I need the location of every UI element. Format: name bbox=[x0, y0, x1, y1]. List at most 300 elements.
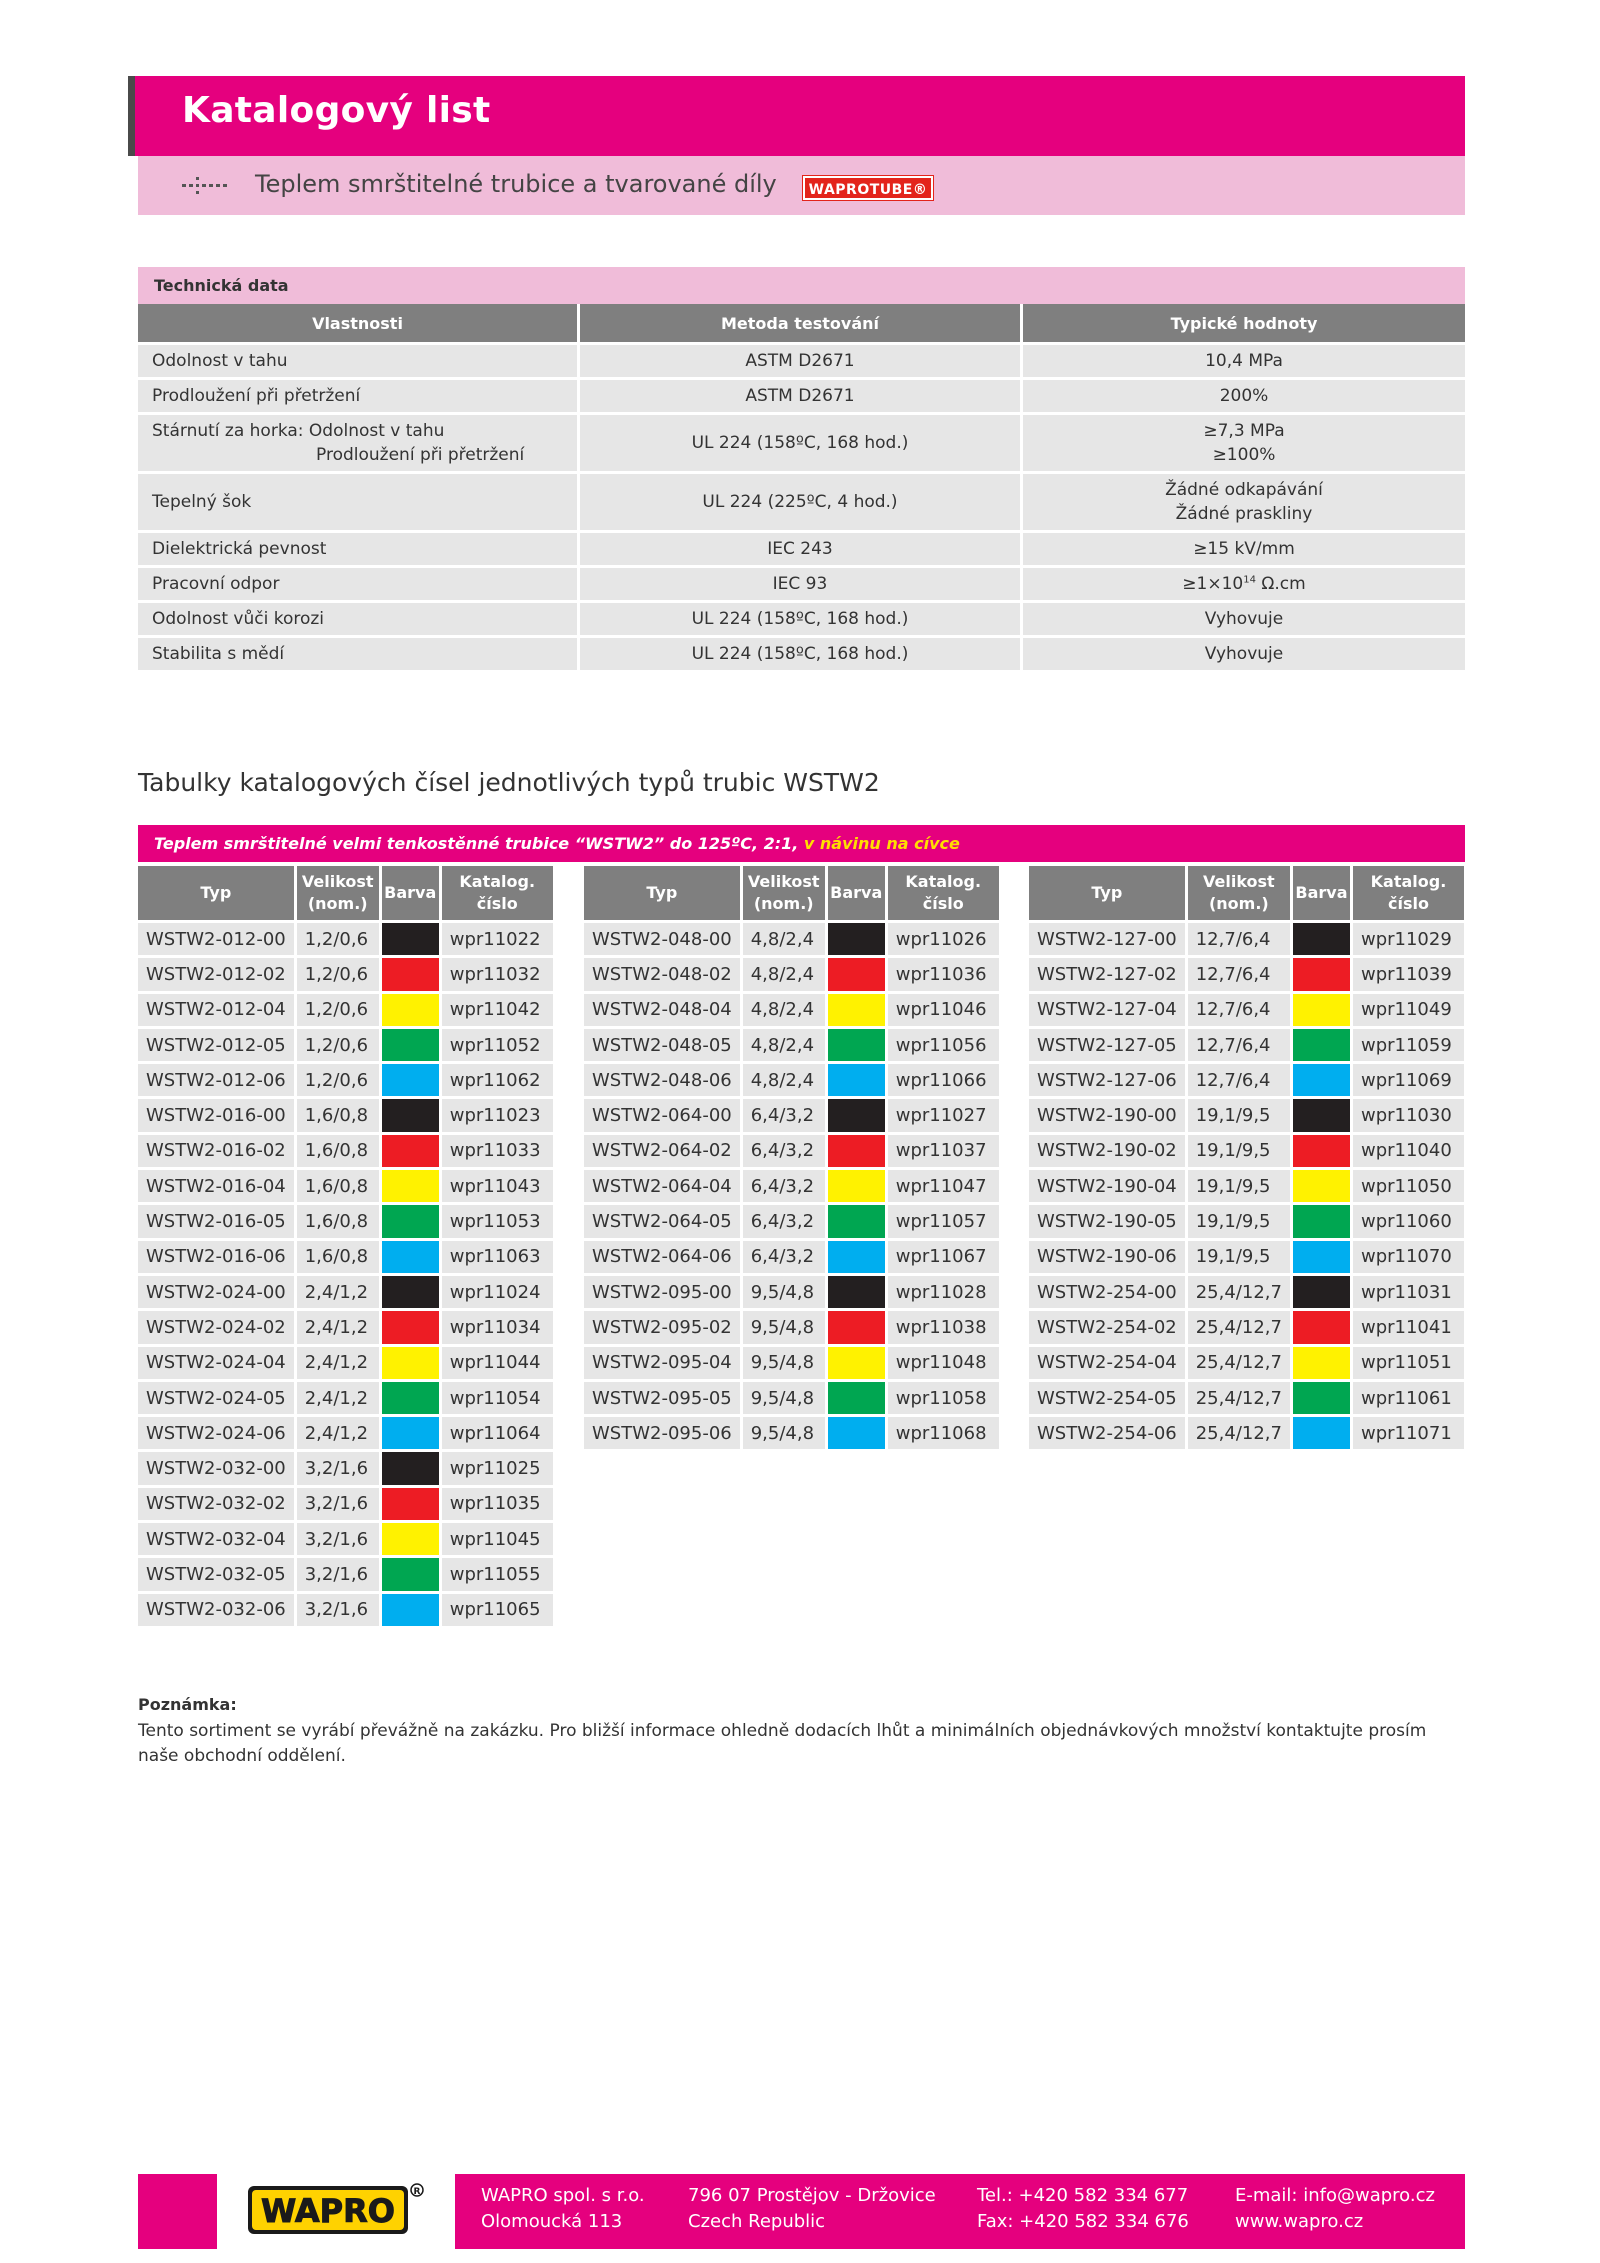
type-cell: WSTW2-048-02 bbox=[584, 955, 743, 990]
table-row bbox=[584, 1061, 999, 1096]
table-row bbox=[584, 920, 999, 955]
color-swatch bbox=[382, 1238, 442, 1273]
type-cell: WSTW2-016-06 bbox=[138, 1238, 297, 1273]
catalog-number-cell: wpr11060 bbox=[1353, 1202, 1464, 1237]
size-cell: 9,5/4,8 bbox=[743, 1379, 828, 1414]
size-cell: 9,5/4,8 bbox=[743, 1273, 828, 1308]
size-cell: 4,8/2,4 bbox=[743, 920, 828, 955]
color-swatch bbox=[382, 955, 442, 990]
color-swatch bbox=[1293, 991, 1353, 1026]
size-cell: 19,1/9,5 bbox=[1188, 1096, 1293, 1131]
catalog-number-cell: wpr11061 bbox=[1353, 1379, 1464, 1414]
table-row bbox=[138, 1096, 553, 1131]
method-cell: IEC 243 bbox=[580, 530, 1023, 565]
color-swatch bbox=[1293, 1202, 1353, 1237]
catalog-number-cell: wpr11036 bbox=[888, 955, 999, 990]
table-row bbox=[138, 991, 553, 1026]
catalog-number-cell: wpr11034 bbox=[442, 1308, 553, 1343]
property-cell: Dielektrická pevnost bbox=[138, 530, 580, 565]
color-swatch bbox=[382, 1202, 442, 1237]
method-cell: UL 224 (158ºC, 168 hod.) bbox=[580, 600, 1023, 635]
color-swatch bbox=[382, 1061, 442, 1096]
color-swatch bbox=[1293, 920, 1353, 955]
color-swatch bbox=[382, 1344, 442, 1379]
type-cell: WSTW2-095-00 bbox=[584, 1273, 743, 1308]
catalog-number-cell: wpr11052 bbox=[442, 1026, 553, 1061]
color-swatch bbox=[382, 1485, 442, 1520]
type-cell: WSTW2-048-04 bbox=[584, 991, 743, 1026]
type-cell: WSTW2-127-06 bbox=[1029, 1061, 1188, 1096]
type-cell: WSTW2-016-04 bbox=[138, 1167, 297, 1202]
table-row bbox=[138, 1344, 553, 1379]
table-row bbox=[584, 1096, 999, 1131]
table-row bbox=[1029, 1132, 1464, 1167]
type-cell: WSTW2-095-02 bbox=[584, 1308, 743, 1343]
catalog-number-cell: wpr11024 bbox=[442, 1273, 553, 1308]
type-cell: WSTW2-127-04 bbox=[1029, 991, 1188, 1026]
type-cell: WSTW2-064-06 bbox=[584, 1238, 743, 1273]
size-cell: 1,2/0,6 bbox=[297, 920, 382, 955]
table-row bbox=[138, 1555, 553, 1590]
type-cell: WSTW2-032-04 bbox=[138, 1520, 297, 1555]
table-row bbox=[1029, 991, 1464, 1026]
size-cell: 9,5/4,8 bbox=[743, 1308, 828, 1343]
catalog-number-cell: wpr11051 bbox=[1353, 1344, 1464, 1379]
color-swatch bbox=[1293, 1167, 1353, 1202]
size-cell: 4,8/2,4 bbox=[743, 1026, 828, 1061]
footer-street: Olomoucká 113 bbox=[481, 2211, 623, 2232]
size-cell: 2,4/1,2 bbox=[297, 1379, 382, 1414]
caption-highlight: v návinu na cívce bbox=[803, 834, 960, 853]
type-cell: WSTW2-095-04 bbox=[584, 1344, 743, 1379]
color-swatch bbox=[1293, 1026, 1353, 1061]
catalog-number-cell: wpr11037 bbox=[888, 1132, 999, 1167]
catalog-number-cell: wpr11058 bbox=[888, 1379, 999, 1414]
catalog-number-cell: wpr11043 bbox=[442, 1167, 553, 1202]
size-cell: 1,6/0,8 bbox=[297, 1096, 382, 1131]
table-row bbox=[138, 565, 1465, 600]
catalog-number-cell: wpr11048 bbox=[888, 1344, 999, 1379]
table-row bbox=[138, 1591, 553, 1626]
table-row bbox=[584, 1238, 999, 1273]
method-cell: ASTM D2671 bbox=[580, 377, 1023, 412]
value-cell: 10,4 MPa bbox=[1023, 342, 1465, 377]
column-header-typ: Typ bbox=[138, 866, 297, 920]
color-swatch bbox=[1293, 1379, 1353, 1414]
type-cell: WSTW2-064-00 bbox=[584, 1096, 743, 1131]
table-row bbox=[584, 991, 999, 1026]
size-cell: 2,4/1,2 bbox=[297, 1344, 382, 1379]
size-cell: 12,7/6,4 bbox=[1188, 1061, 1293, 1096]
type-cell: WSTW2-095-06 bbox=[584, 1414, 743, 1449]
size-cell: 2,4/1,2 bbox=[297, 1273, 382, 1308]
color-swatch bbox=[828, 1414, 888, 1449]
property-cell: Odolnost vůči korozi bbox=[138, 600, 580, 635]
catalog-number-cell: wpr11042 bbox=[442, 991, 553, 1026]
svg-text:R: R bbox=[413, 2187, 421, 2197]
type-cell: WSTW2-032-06 bbox=[138, 1591, 297, 1626]
logo-text: WAPRO bbox=[261, 2192, 395, 2230]
table-row bbox=[1029, 1308, 1464, 1343]
size-cell: 12,7/6,4 bbox=[1188, 1026, 1293, 1061]
table-row bbox=[138, 412, 1465, 471]
catalog-number-cell: wpr11046 bbox=[888, 991, 999, 1026]
size-cell: 25,4/12,7 bbox=[1188, 1308, 1293, 1343]
color-swatch bbox=[382, 920, 442, 955]
catalog-number-cell: wpr11028 bbox=[888, 1273, 999, 1308]
color-swatch bbox=[828, 1202, 888, 1237]
table-row bbox=[138, 1167, 553, 1202]
size-cell: 19,1/9,5 bbox=[1188, 1167, 1293, 1202]
catalog-number-cell: wpr11065 bbox=[442, 1591, 553, 1626]
catalog-number-cell: wpr11030 bbox=[1353, 1096, 1464, 1131]
color-swatch bbox=[382, 1273, 442, 1308]
color-swatch bbox=[382, 1591, 442, 1626]
type-cell: WSTW2-190-04 bbox=[1029, 1167, 1188, 1202]
table-row bbox=[1029, 1061, 1464, 1096]
type-cell: WSTW2-190-02 bbox=[1029, 1132, 1188, 1167]
catalog-number-cell: wpr11035 bbox=[442, 1485, 553, 1520]
header-accent bbox=[128, 76, 135, 156]
value-line: Žádné odkapávání bbox=[1165, 480, 1323, 500]
page-subtitle: Teplem smrštitelné trubice a tvarované díly bbox=[255, 170, 777, 198]
size-cell: 1,6/0,8 bbox=[297, 1167, 382, 1202]
catalog-number-cell: wpr11059 bbox=[1353, 1026, 1464, 1061]
size-cell: 1,2/0,6 bbox=[297, 991, 382, 1026]
color-swatch bbox=[828, 1273, 888, 1308]
type-cell: WSTW2-190-00 bbox=[1029, 1096, 1188, 1131]
color-swatch bbox=[828, 1308, 888, 1343]
catalog-table-1 bbox=[138, 866, 553, 1626]
catalog-number-cell: wpr11067 bbox=[888, 1238, 999, 1273]
type-cell: WSTW2-254-02 bbox=[1029, 1308, 1188, 1343]
value-cell bbox=[1023, 565, 1465, 600]
table-row bbox=[1029, 955, 1464, 990]
catalog-number-cell: wpr11071 bbox=[1353, 1414, 1464, 1449]
color-swatch bbox=[1293, 1344, 1353, 1379]
value-cell bbox=[1023, 471, 1465, 530]
type-cell: WSTW2-012-04 bbox=[138, 991, 297, 1026]
size-cell: 6,4/3,2 bbox=[743, 1167, 828, 1202]
size-cell: 19,1/9,5 bbox=[1188, 1132, 1293, 1167]
type-cell: WSTW2-024-04 bbox=[138, 1344, 297, 1379]
type-cell: WSTW2-048-00 bbox=[584, 920, 743, 955]
color-swatch bbox=[382, 1167, 442, 1202]
color-swatch bbox=[1293, 1132, 1353, 1167]
catalog-number-cell: wpr11066 bbox=[888, 1061, 999, 1096]
color-swatch bbox=[382, 1308, 442, 1343]
column-header-barva: Barva bbox=[1293, 866, 1353, 920]
size-cell: 12,7/6,4 bbox=[1188, 920, 1293, 955]
property-cell bbox=[138, 412, 580, 471]
catalog-number-cell: wpr11025 bbox=[442, 1449, 553, 1484]
type-cell: WSTW2-064-05 bbox=[584, 1202, 743, 1237]
footer-company: WAPRO spol. s r.o. bbox=[481, 2185, 645, 2206]
value-base: ≥1×10 bbox=[1182, 574, 1244, 594]
table-row bbox=[1029, 1414, 1464, 1449]
size-cell: 2,4/1,2 bbox=[297, 1414, 382, 1449]
table-row bbox=[138, 1273, 553, 1308]
color-swatch bbox=[382, 1414, 442, 1449]
color-swatch bbox=[382, 991, 442, 1026]
size-cell: 1,2/0,6 bbox=[297, 1061, 382, 1096]
catalog-number-cell: wpr11070 bbox=[1353, 1238, 1464, 1273]
type-cell: WSTW2-016-05 bbox=[138, 1202, 297, 1237]
type-cell: WSTW2-032-02 bbox=[138, 1485, 297, 1520]
catalog-number-cell: wpr11041 bbox=[1353, 1308, 1464, 1343]
type-cell: WSTW2-048-05 bbox=[584, 1026, 743, 1061]
size-cell: 6,4/3,2 bbox=[743, 1096, 828, 1131]
property-cell: Prodloužení při přetržení bbox=[138, 377, 580, 412]
value-line: Žádné praskliny bbox=[1175, 504, 1313, 524]
color-swatch bbox=[828, 991, 888, 1026]
table-row bbox=[138, 955, 553, 990]
catalog-number-cell: wpr11054 bbox=[442, 1379, 553, 1414]
color-swatch bbox=[828, 1167, 888, 1202]
color-swatch bbox=[382, 1026, 442, 1061]
tube-icon bbox=[182, 171, 232, 199]
type-cell: WSTW2-127-00 bbox=[1029, 920, 1188, 955]
type-cell: WSTW2-095-05 bbox=[584, 1379, 743, 1414]
column-header-katalog: Katalog. číslo bbox=[442, 866, 553, 920]
column-header-velikost: Velikost (nom.) bbox=[1188, 866, 1293, 920]
size-cell: 6,4/3,2 bbox=[743, 1202, 828, 1237]
footer-tel[interactable]: Tel.: +420 582 334 677 bbox=[977, 2185, 1189, 2206]
color-swatch bbox=[1293, 1096, 1353, 1131]
note-text: Tento sortiment se vyrábí převážně na zakázku. Pro bližší informace ohledně dodacích lhůt a minimálních objednávkových množství kontaktujte prosím naše obchodní oddělení. bbox=[138, 1721, 1427, 1766]
table-row bbox=[138, 1202, 553, 1237]
size-cell: 1,6/0,8 bbox=[297, 1132, 382, 1167]
value-cell: Vyhovuje bbox=[1023, 635, 1465, 670]
table-row bbox=[584, 955, 999, 990]
table-row bbox=[1029, 1167, 1464, 1202]
color-swatch bbox=[828, 1061, 888, 1096]
footer-email[interactable]: E-mail: info@wapro.cz bbox=[1235, 2185, 1435, 2206]
size-cell: 19,1/9,5 bbox=[1188, 1238, 1293, 1273]
caption-main: Teplem smrštitelné velmi tenkostěnné trubice “WSTW2” do 125ºC, 2:1, bbox=[154, 834, 804, 853]
table-row bbox=[138, 1414, 553, 1449]
catalog-number-cell: wpr11055 bbox=[442, 1555, 553, 1590]
catalog-number-cell: wpr11064 bbox=[442, 1414, 553, 1449]
catalog-number-cell: wpr11027 bbox=[888, 1096, 999, 1131]
property-cell: Stabilita s mědí bbox=[138, 635, 580, 670]
catalog-number-cell: wpr11049 bbox=[1353, 991, 1464, 1026]
table-row bbox=[1029, 1096, 1464, 1131]
size-cell: 1,2/0,6 bbox=[297, 955, 382, 990]
column-header: Vlastnosti bbox=[138, 304, 580, 342]
footer-country: Czech Republic bbox=[688, 2211, 826, 2232]
color-swatch bbox=[1293, 1238, 1353, 1273]
type-cell: WSTW2-190-06 bbox=[1029, 1238, 1188, 1273]
table-row bbox=[1029, 1379, 1464, 1414]
color-swatch bbox=[1293, 955, 1353, 990]
method-cell: UL 224 (225ºC, 4 hod.) bbox=[580, 471, 1023, 530]
footer-web bbox=[1235, 2183, 1435, 2235]
table-row bbox=[584, 1344, 999, 1379]
color-swatch bbox=[828, 920, 888, 955]
column-header-velikost: Velikost (nom.) bbox=[297, 866, 382, 920]
footer-website[interactable]: www.wapro.cz bbox=[1235, 2211, 1364, 2232]
page-title: Katalogový list bbox=[182, 90, 491, 131]
size-cell: 6,4/3,2 bbox=[743, 1238, 828, 1273]
type-cell: WSTW2-024-00 bbox=[138, 1273, 297, 1308]
catalog-table-2 bbox=[584, 866, 999, 1449]
catalog-table-3 bbox=[1029, 866, 1464, 1449]
size-cell: 3,2/1,6 bbox=[297, 1591, 382, 1626]
catalog-number-cell: wpr11045 bbox=[442, 1520, 553, 1555]
footer-accent bbox=[138, 2174, 217, 2249]
table-row bbox=[584, 1132, 999, 1167]
catalog-number-cell: wpr11056 bbox=[888, 1026, 999, 1061]
catalog-number-cell: wpr11040 bbox=[1353, 1132, 1464, 1167]
size-cell: 19,1/9,5 bbox=[1188, 1202, 1293, 1237]
catalog-number-cell: wpr11031 bbox=[1353, 1273, 1464, 1308]
property-cell: Odolnost v tahu bbox=[138, 342, 580, 377]
footer-city-line: 796 07 Prostějov - Držovice bbox=[688, 2185, 936, 2206]
catalog-number-cell: wpr11038 bbox=[888, 1308, 999, 1343]
size-cell: 3,2/1,6 bbox=[297, 1520, 382, 1555]
table-row bbox=[138, 600, 1465, 635]
type-cell: WSTW2-016-00 bbox=[138, 1096, 297, 1131]
size-cell: 4,8/2,4 bbox=[743, 955, 828, 990]
table-row bbox=[138, 342, 1465, 377]
size-cell: 25,4/12,7 bbox=[1188, 1414, 1293, 1449]
section-title: Tabulky katalogových čísel jednotlivých typů trubic WSTW2 bbox=[138, 768, 880, 797]
catalog-number-cell: wpr11063 bbox=[442, 1238, 553, 1273]
color-swatch bbox=[1293, 1308, 1353, 1343]
catalog-number-cell: wpr11068 bbox=[888, 1414, 999, 1449]
value-cell bbox=[1023, 412, 1465, 471]
type-cell: WSTW2-024-06 bbox=[138, 1414, 297, 1449]
column-header-katalog: Katalog. číslo bbox=[888, 866, 999, 920]
size-cell: 1,6/0,8 bbox=[297, 1238, 382, 1273]
column-header-barva: Barva bbox=[828, 866, 888, 920]
size-cell: 3,2/1,6 bbox=[297, 1449, 382, 1484]
size-cell: 4,8/2,4 bbox=[743, 1061, 828, 1096]
table-row bbox=[138, 1132, 553, 1167]
size-cell: 1,2/0,6 bbox=[297, 1026, 382, 1061]
catalog-number-cell: wpr11039 bbox=[1353, 955, 1464, 990]
wapro-logo bbox=[246, 2178, 426, 2244]
color-swatch bbox=[382, 1555, 442, 1590]
size-cell: 4,8/2,4 bbox=[743, 991, 828, 1026]
catalog-number-cell: wpr11044 bbox=[442, 1344, 553, 1379]
table-row bbox=[584, 1202, 999, 1237]
property-cell: Pracovní odpor bbox=[138, 565, 580, 600]
size-cell: 25,4/12,7 bbox=[1188, 1379, 1293, 1414]
footer-address bbox=[481, 2183, 645, 2235]
table-row bbox=[138, 920, 553, 955]
size-cell: 25,4/12,7 bbox=[1188, 1273, 1293, 1308]
table-row bbox=[138, 530, 1465, 565]
property-line: Stárnutí za horka: Odolnost v tahu bbox=[152, 421, 445, 441]
value-exponent: 14 bbox=[1243, 574, 1256, 586]
type-cell: WSTW2-016-02 bbox=[138, 1132, 297, 1167]
size-cell: 6,4/3,2 bbox=[743, 1132, 828, 1167]
color-swatch bbox=[828, 1379, 888, 1414]
catalog-number-cell: wpr11069 bbox=[1353, 1061, 1464, 1096]
color-swatch bbox=[382, 1096, 442, 1131]
catalog-number-cell: wpr11023 bbox=[442, 1096, 553, 1131]
type-cell: WSTW2-012-00 bbox=[138, 920, 297, 955]
type-cell: WSTW2-254-06 bbox=[1029, 1414, 1188, 1449]
size-cell: 2,4/1,2 bbox=[297, 1308, 382, 1343]
size-cell: 3,2/1,6 bbox=[297, 1555, 382, 1590]
size-cell: 1,6/0,8 bbox=[297, 1202, 382, 1237]
catalog-number-cell: wpr11022 bbox=[442, 920, 553, 955]
color-swatch bbox=[382, 1520, 442, 1555]
value-line: ≥100% bbox=[1212, 445, 1276, 465]
table-row bbox=[1029, 1238, 1464, 1273]
table-row bbox=[584, 1026, 999, 1061]
type-cell: WSTW2-064-02 bbox=[584, 1132, 743, 1167]
column-header-typ: Typ bbox=[584, 866, 743, 920]
property-line: Prodloužení při přetržení bbox=[316, 445, 525, 465]
catalog-number-cell: wpr11050 bbox=[1353, 1167, 1464, 1202]
color-swatch bbox=[828, 955, 888, 990]
catalog-number-cell: wpr11062 bbox=[442, 1061, 553, 1096]
tech-data-table bbox=[138, 304, 1465, 670]
column-header-typ: Typ bbox=[1029, 866, 1188, 920]
table-row bbox=[1029, 920, 1464, 955]
type-cell: WSTW2-012-02 bbox=[138, 955, 297, 990]
type-cell: WSTW2-032-00 bbox=[138, 1449, 297, 1484]
table-row bbox=[138, 1061, 553, 1096]
color-swatch bbox=[382, 1379, 442, 1414]
column-header-katalog: Katalog. číslo bbox=[1353, 866, 1464, 920]
size-cell: 9,5/4,8 bbox=[743, 1344, 828, 1379]
table-row bbox=[138, 1485, 553, 1520]
size-cell: 3,2/1,6 bbox=[297, 1485, 382, 1520]
type-cell: WSTW2-254-05 bbox=[1029, 1379, 1188, 1414]
footer-phones bbox=[977, 2183, 1189, 2235]
color-swatch bbox=[1293, 1273, 1353, 1308]
table-row bbox=[138, 1379, 553, 1414]
value-cell: Vyhovuje bbox=[1023, 600, 1465, 635]
column-header: Metoda testování bbox=[580, 304, 1023, 342]
method-cell: IEC 93 bbox=[580, 565, 1023, 600]
property-cell: Tepelný šok bbox=[138, 471, 580, 530]
wstw2-caption bbox=[138, 825, 1465, 862]
type-cell: WSTW2-024-05 bbox=[138, 1379, 297, 1414]
color-swatch bbox=[1293, 1061, 1353, 1096]
table-row bbox=[584, 1379, 999, 1414]
method-cell: UL 224 (158ºC, 168 hod.) bbox=[580, 635, 1023, 670]
table-row bbox=[138, 1449, 553, 1484]
method-cell: ASTM D2671 bbox=[580, 342, 1023, 377]
type-cell: WSTW2-012-06 bbox=[138, 1061, 297, 1096]
table-row bbox=[138, 1520, 553, 1555]
size-cell: 12,7/6,4 bbox=[1188, 991, 1293, 1026]
table-row bbox=[1029, 1202, 1464, 1237]
catalog-number-cell: wpr11032 bbox=[442, 955, 553, 990]
table-row bbox=[138, 1238, 553, 1273]
method-cell: UL 224 (158ºC, 168 hod.) bbox=[580, 412, 1023, 471]
type-cell: WSTW2-012-05 bbox=[138, 1026, 297, 1061]
table-row bbox=[584, 1414, 999, 1449]
type-cell: WSTW2-127-02 bbox=[1029, 955, 1188, 990]
value-cell: ≥15 kV/mm bbox=[1023, 530, 1465, 565]
type-cell: WSTW2-127-05 bbox=[1029, 1026, 1188, 1061]
type-cell: WSTW2-048-06 bbox=[584, 1061, 743, 1096]
size-cell: 25,4/12,7 bbox=[1188, 1344, 1293, 1379]
catalog-number-cell: wpr11026 bbox=[888, 920, 999, 955]
type-cell: WSTW2-254-00 bbox=[1029, 1273, 1188, 1308]
catalog-number-cell: wpr11053 bbox=[442, 1202, 553, 1237]
column-header-velikost: Velikost (nom.) bbox=[743, 866, 828, 920]
color-swatch bbox=[828, 1238, 888, 1273]
type-cell: WSTW2-064-04 bbox=[584, 1167, 743, 1202]
